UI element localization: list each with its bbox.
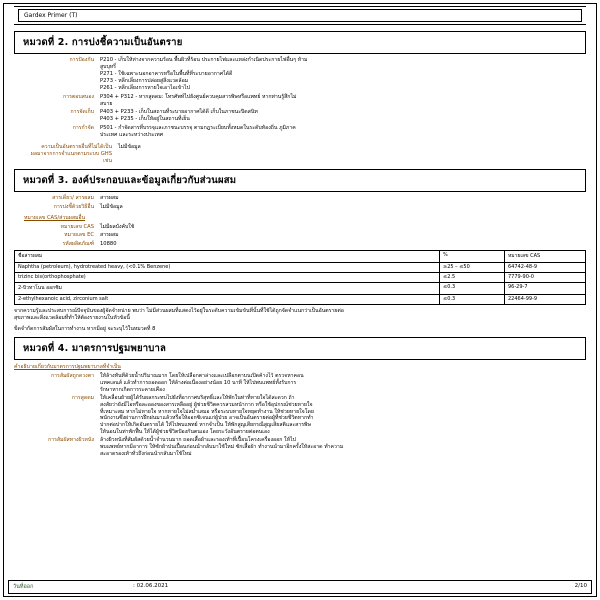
row-value: สารผสม [100, 232, 119, 239]
row-line: ปากต่อปากให้เกิดอันตรายได้ ให้ไปพบแพทย์ หากจำเป็น ให้พักสูญเสียกรณีสูญเสียสติและสารพิษ [100, 422, 311, 429]
row-value: ไม่มีผลบังคับใช้ [100, 223, 135, 230]
note-line: จากความรู้และประสบการณ์ปัจจุบันของผู้จัดจำหน่าย พบว่า ไม่มีส่วนผสมที่แสดงไว้อยู่ในระดับความเข้มข้นที่นั้นที่ใช้ได้ถูกจัดจำแนกว่าเป็นอันตรายต่อ [14, 307, 344, 314]
row-label: หมายเลข CAS [60, 223, 94, 230]
row-label: การสัมผัสถูกดวงตา [50, 373, 94, 380]
table-header-row [15, 250, 586, 262]
row-line: รักษาหากเกิดการระคายเคือง [100, 386, 165, 393]
table-row [15, 282, 586, 294]
row-line: P403 + P235 - เก็บให้อยู่ในสถานที่เย็น [100, 116, 190, 123]
footer-issue-date-value: : 02.06.2021 [133, 583, 169, 589]
section-4-subheading: คำอธิบายเกี่ยวกับมาตรการปฐมพยาบาลที่จำเป็น [14, 364, 121, 371]
table-cell: ≤2.5 [440, 272, 505, 282]
footer-issue-date-label: วันที่ออก [13, 584, 34, 590]
row-line: พบแพทย์หากมีอาการ ให้ซักผ้าปนเปื้อนก่อนนำกลับมาใช้ใหม่ ซักเสื้อผ้า ทำงานนำมาอีกครั้งให้สะอาด ทำความ [100, 443, 344, 450]
row-line: พนักงานซึ่งผ่านการฝึกฝนมาแล้วหรือให้ออกซิเจนแก่ผู้ป่วย อาจเป็นอันตรายต่อผู้ที่ช่วยชีวิตหากทำ [100, 415, 314, 422]
section-4-row-eye-contact [14, 373, 586, 393]
row-value [100, 125, 586, 139]
table-cell: 22464-99-9 [505, 294, 586, 304]
table-header-cell: หมายเลข CAS [505, 250, 586, 262]
row-label: การบ่งชี้ด้วยวิธีอื่น [53, 203, 94, 210]
row-label: หมายเลข EC [64, 232, 94, 239]
row-label: สารเดี่ยว/ สารผสม [52, 195, 94, 202]
table-cell: 2-บิวทาโนน ออกซิม [15, 282, 440, 294]
row-line: ให้นอนในท่าพักฟื้น ให้ได้ผู้ช่วยชีวิตป้องกันตนเอง โดยระวังอันตรายต่อตนเอง [100, 428, 270, 435]
row-line: P261 - หลีกเลี่ยงการหายใจเอาไอเข้าไป [100, 85, 190, 92]
document-header [14, 6, 586, 25]
document-title: Gardex Primer (T) [18, 9, 582, 22]
row-value [100, 395, 586, 436]
row-line: P403 + P233 - เก็บในสถานที่ระบายอากาศได้ดี เก็บในภาชนะปิดสนิท [100, 109, 258, 116]
table-row [15, 272, 586, 282]
row-value: ไม่มีข้อมูล [100, 203, 123, 210]
row-label: รหัสผลิตภัณฑ์ [62, 240, 94, 247]
table-cell: ≥25 – ≤50 [440, 262, 505, 272]
row-label-line: เช่น [103, 158, 112, 165]
row-label-line: ผลมาจากการจำแนกตามระบบ GHS [30, 151, 112, 158]
table-cell: ≤0.3 [440, 294, 505, 304]
row-line: แทคเลนส์ แล้วทำการถอดออก ให้ล้างต่อเนื่องอย่างน้อย 10 นาที ให้ไปพบแพทย์ทั้งรับการ [100, 380, 297, 387]
table-cell: 64742-48-9 [505, 262, 586, 272]
row-line: P304 + P312 - หากสูดดม: โทรศัพท์ไปยังศูนย์ควบคุมสารพิษหรือแพทย์ หากท่านรู้สึกไม่ [100, 93, 297, 100]
section-2-title: หมวดที่ 2. การบ่งชี้ความเป็นอันตราย [14, 31, 586, 54]
row-line: ให้เคลื่อนย้ายผู้ได้รับผลกระทบไปยังที่อากาศบริสุทธิ์และให้พักในท่าที่หายใจได้สะดวก ถ้า [100, 395, 295, 402]
row-line: P210 - เก็บให้ห่างจากความร้อน พื้นผิวที่ร้อน ประกายไฟและแหล่งกำเนิดประกายไฟอื่นๆ ห้าม [100, 57, 308, 63]
row-line: ที่เหมาะสม หากไม่หายใจ หากหายใจไม่สม่ำเสมอ หรือระบบหายใจหยุดทำงาน ให้ช่วยหายใจโดย [100, 408, 314, 415]
section-3-row-product-code [14, 241, 586, 248]
row-line: P501 - กำจัดสารที่บรรจุและภาชนะบรรจุ ตามกฎระเบียบทั้งหมดในระดับท้องถิ่น ภูมิภาค [100, 124, 296, 131]
row-label: การป้องกัน [69, 57, 94, 63]
table-cell: 96-29-7 [505, 282, 586, 294]
page-content [6, 4, 594, 457]
row-line: สูบบุหรี่ [100, 64, 116, 71]
row-label [14, 144, 118, 165]
row-line: P273 - หลีกเลี่ยงการปล่อยสู่สิ่งแวดล้อม [100, 78, 189, 85]
table-cell: trizinc bis(orthophosphate) [15, 272, 440, 282]
row-label: การสัมผัสทางผิวหนัง [48, 437, 94, 444]
section-3-notes [14, 308, 586, 334]
table-row [15, 294, 586, 304]
section-3-title: หมวดที่ 3. องค์ประกอบและข้อมูลเกี่ยวกับส่วนผสม [14, 169, 586, 192]
table-header-cell: ชื่อสารผสม [15, 250, 440, 262]
section-3-cas-heading: หมายเลข CAS/ส่วนผสมอื่น [24, 214, 86, 221]
ingredients-table [14, 250, 586, 305]
row-line: สงสัยว่ายังมีไอหรือละอองของสารเหลืออยู่ ผู้ช่วยชีวิตควรสวมหน้ากาก หรือใช้อุปกรณ์ช่วยหายใจ [100, 401, 313, 408]
section-4-row-skin-contact [14, 437, 586, 457]
section-3-row-substance-mixture [14, 195, 586, 202]
section-3-row-other-identification [14, 204, 586, 211]
section-2-row-storage [14, 109, 586, 123]
table-row [15, 262, 586, 272]
section-2-ghs-other-hazards [14, 144, 586, 165]
row-line: ให้ล้างทันทีด้วยน้ำปริมาณมาก โดยให้เปลือกตาล่างและเปลือกตาบนเปิดค้างไว้ ตรวจหาคอน [100, 373, 304, 380]
row-value [100, 57, 586, 92]
row-line: สบาย [100, 100, 113, 107]
footer-bar [8, 580, 592, 594]
row-line: ประเทศ และระหว่างประเทศ [100, 131, 164, 138]
section-2-row-prevention [14, 57, 586, 92]
row-line: ล้างผิวหนังที่สัมผัสด้วยน้ำจำนวนมาก ถอดเสื้อผ้าและรองเท้าที่เปื้อนโครงเครื่องออก ให้ไป [100, 437, 296, 444]
section-2-row-disposal [14, 125, 586, 139]
table-cell: ≤0.3 [440, 282, 505, 294]
table-cell: 2-ethylhexanoic acid, zirconium salt [15, 294, 440, 304]
row-value [100, 437, 586, 457]
note-line: สุขภาพและสิ่งแวดล้อมที่ทำให้ต้องรายงานในหัวข้อนี้ [14, 315, 130, 322]
row-value: 10880 [100, 240, 117, 247]
row-label: การกำจัด [72, 124, 94, 131]
row-value: ไม่มีข้อมูล [118, 144, 141, 151]
row-label: การสูดดม [71, 395, 94, 402]
row-value [100, 94, 586, 108]
section-3-row-cas-number [14, 224, 586, 231]
row-label: การตอบสนอง [63, 93, 94, 100]
section-4-row-inhalation [14, 395, 586, 436]
table-cell: 7779-90-0 [505, 272, 586, 282]
row-label: การจัดเก็บ [70, 109, 94, 116]
footer-page-number: 2/10 [574, 583, 587, 589]
note-line: ขีดจำกัดการสัมผัสในการทำงาน หากมีอยู่ จะระบุไว้ในหมวดที่ 8 [14, 325, 156, 332]
section-4-title: หมวดที่ 4. มาตรการปฐมพยาบาล [14, 337, 586, 360]
row-value: สารผสม [100, 195, 119, 202]
row-line: สะอาดรองเท้าทั่วถึงก่อนนำกลับมาใช้ใหม่ [100, 450, 192, 457]
table-cell: Naphtha (petroleum), hydrotreated heavy, (<0.1% Benzene) [15, 262, 440, 272]
row-value [100, 109, 586, 123]
page-footer [8, 580, 592, 594]
table-header-cell: % [440, 250, 505, 262]
section-2-row-response [14, 94, 586, 108]
section-3-row-ec-number [14, 232, 586, 239]
row-value [100, 373, 586, 393]
row-line: P271 - ใช้เฉพาะนอกอาคารหรือในพื้นที่ที่ระบายอากาศได้ดี [100, 71, 233, 78]
row-label-line: ความเป็นอันตรายอื่นที่ไม่ได้เป็น [41, 144, 112, 151]
